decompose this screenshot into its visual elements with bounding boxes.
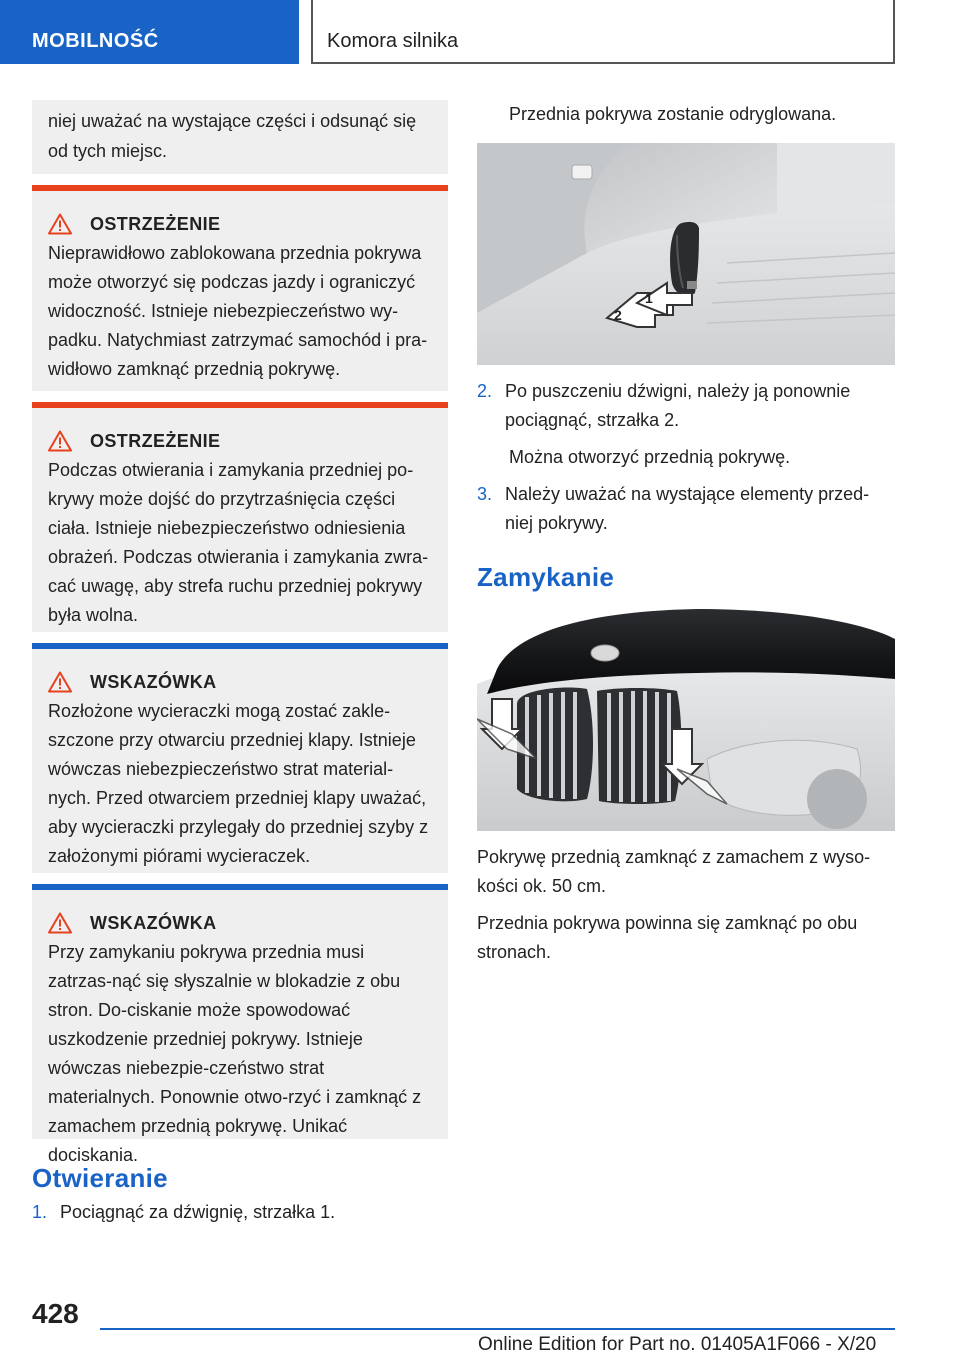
notice-text: Nieprawidłowo zablokowana przednia pokrywa może otworzyć się podczas jazdy i ograniczyć widoczność. Istnieje niebezpieczeństwo wy-padku. Natychmiast zatrzymać samochód i pra-widłowo zamknąć przednią pokrywę. — [48, 243, 428, 379]
hood-illustration — [477, 609, 895, 831]
footer-divider — [100, 1328, 895, 1330]
hint-notice-2 — [32, 884, 448, 1165]
continued-notice — [32, 100, 448, 174]
step-item — [32, 1198, 448, 1227]
step-item — [477, 377, 895, 435]
lever-illustration — [477, 143, 895, 365]
notice-text: Rozłożone wycieraczki mogą zostać zakle-szczone przy otwarciu przedniej klapy. Istnieje wówczas niebezpieczeństwo strat material-nych. Przed otwarciem przedniej klapy uważać, aby wycieraczki przylegały do przedniej szyby z założonymi piórami wycieraczek. — [48, 701, 429, 866]
opening-heading: Otwieranie — [32, 1163, 168, 1193]
warning-triangle-icon — [48, 912, 72, 934]
step-number: 1. — [32, 1202, 48, 1222]
notice-title: WSKAZÓWKA — [90, 912, 217, 933]
step-number: 2. — [477, 381, 493, 401]
notice-title: WSKAZÓWKA — [90, 671, 217, 692]
closing-paragraph: Przednia pokrywa powinna się zamknąć po obu stronach. — [477, 913, 858, 962]
arrow-label-1: 1 — [645, 290, 653, 306]
hood-release-lever-image — [477, 143, 895, 365]
step-text: Po puszczeniu dźwigni, należy ją ponownie pociągnąć, strzałka 2. — [505, 381, 851, 430]
section-title: MOBILNOŚĆ — [32, 30, 159, 52]
chapter-title: Komora silnika — [327, 30, 459, 52]
step-number: 3. — [477, 484, 493, 504]
warning-triangle-icon — [48, 213, 72, 235]
section-tab — [0, 0, 299, 64]
notice-text: Podczas otwierania i zamykania przedniej po-krywy może dojść do przytrzaśnięcia części ciała. Istnieje niebezpieczeństwo odniesienia obrażeń. Podczas otwierania i zamykania zwra-cać uwagę, aby strefa ruchu przedniej pokrywy była wolna. — [48, 460, 429, 625]
notice-title: OSTRZEŻENIE — [90, 213, 221, 234]
warning-notice-1 — [32, 185, 448, 391]
notice-text: Przy zamykaniu pokrywa przednia musi zatrzas-nąć się słyszalnie w blokadzie z obu stron. Do-ciskanie może spowodować uszkodzenie przedniej pokrywy. Istnieje wówczas niebezpie-czeństwo strat materialnych. Ponownie otwo-rzyć i zamknąć z zamachem przednią pokrywę. Unikać dociskania. — [48, 942, 422, 1165]
hint-notice-1 — [32, 643, 448, 873]
continued-notice-text: niej uważać na wystające części i odsunąć się od tych miejsc. — [48, 111, 417, 161]
warning-notice-2 — [32, 402, 448, 632]
closing-paragraph: Pokrywę przednią zamknąć z zamachem z wyso-kości ok. 50 cm. — [477, 847, 871, 896]
closing-heading: Zamykanie — [477, 562, 615, 592]
step-text: Pociągnąć za dźwignię, strzałka 1. — [60, 1202, 336, 1222]
step-sub-text: Można otworzyć przednią pokrywę. — [509, 447, 791, 467]
step-item — [477, 480, 895, 538]
left-column — [32, 100, 448, 1227]
warning-triangle-icon — [48, 430, 72, 452]
chapter-header — [311, 0, 895, 64]
hood-closing-image — [477, 609, 895, 831]
step-result: Przednia pokrywa zostanie odryglowana. — [509, 104, 837, 124]
arrow-label-2: 2 — [614, 307, 622, 323]
notice-title: OSTRZEŻENIE — [90, 430, 221, 451]
right-column — [477, 100, 895, 967]
warning-triangle-icon — [48, 671, 72, 693]
edition-text: Online Edition for Part no. 01405A1F066 - X/20 — [478, 1334, 877, 1355]
step-text: Należy uważać na wystające elementy przed-niej pokrywy. — [505, 484, 870, 533]
page-number: 428 — [32, 1298, 79, 1329]
